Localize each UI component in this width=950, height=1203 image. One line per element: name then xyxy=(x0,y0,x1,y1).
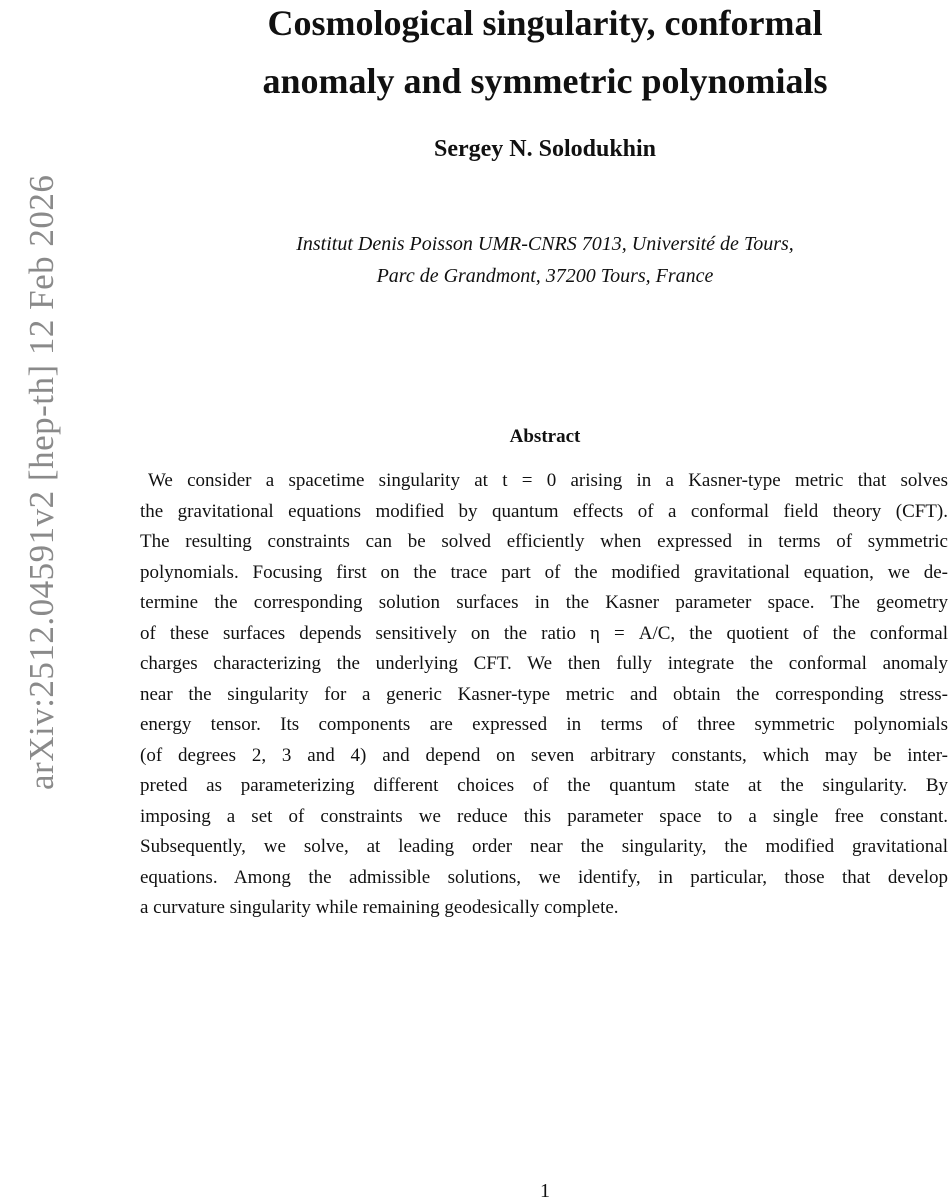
abstract-line: termine the corresponding solution surfaces in the Kasner parameter space. The geometry xyxy=(140,592,948,613)
author-affiliation xyxy=(140,228,950,292)
abstract-heading: Abstract xyxy=(509,426,581,447)
abstract-line: preted as parameterizing different choices of the quantum state at the singularity. By xyxy=(140,775,948,796)
abstract-line: imposing a set of constraints we reduce this parameter space to a single free constant. xyxy=(140,805,948,827)
abstract-line: a curvature singularity while remaining geodesically complete. xyxy=(140,897,619,918)
abstract-line: The resulting constraints can be solved efficiently when expressed in terms of symmetric xyxy=(140,531,948,552)
abstract-line: the gravitational equations modified by quantum effects of a conformal field theory (CFT). xyxy=(140,500,948,522)
arxiv-identifier-text: arXiv:2512.04591v2 [hep-th] 12 Feb 2026 xyxy=(22,174,61,790)
paper-title xyxy=(140,0,950,110)
paper-title-line: Cosmological singularity, conformal xyxy=(267,3,823,43)
abstract-line: charges characterizing the underlying CFT. We then fully integrate the conformal anomaly xyxy=(140,653,948,674)
abstract-line: We consider a spacetime singularity at t = 0 arising in a Kasner-type metric that solves xyxy=(148,470,948,491)
abstract-body xyxy=(140,466,948,924)
affiliation-line: Institut Denis Poisson UMR-CNRS 7013, Université de Tours, xyxy=(296,233,794,255)
abstract-line: near the singularity for a generic Kasner-type metric and obtain the corresponding stress- xyxy=(140,683,948,705)
paper-title-line: anomaly and symmetric polynomials xyxy=(262,61,828,101)
page-number: 1 xyxy=(540,1180,550,1202)
affiliation-line: Parc de Grandmont, 37200 Tours, France xyxy=(376,265,714,287)
author-name: Sergey N. Solodukhin xyxy=(433,136,657,162)
abstract-line: equations. Among the admissible solutions, we identify, in particular, those that develop xyxy=(140,866,948,888)
abstract-line: energy tensor. Its components are expressed in terms of three symmetric polynomials xyxy=(140,714,948,735)
abstract-line: polynomials. Focusing first on the trace part of the modified gravitational equation, we de- xyxy=(140,561,948,583)
abstract-line: (of degrees 2, 3 and 4) and depend on seven arbitrary constants, which may be inter- xyxy=(140,744,948,766)
abstract-line: Subsequently, we solve, at leading order near the singularity, the modified gravitational xyxy=(140,836,948,857)
abstract-line: of these surfaces depends sensitively on the ratio η = A/C, the quotient of the conformal xyxy=(140,622,948,644)
